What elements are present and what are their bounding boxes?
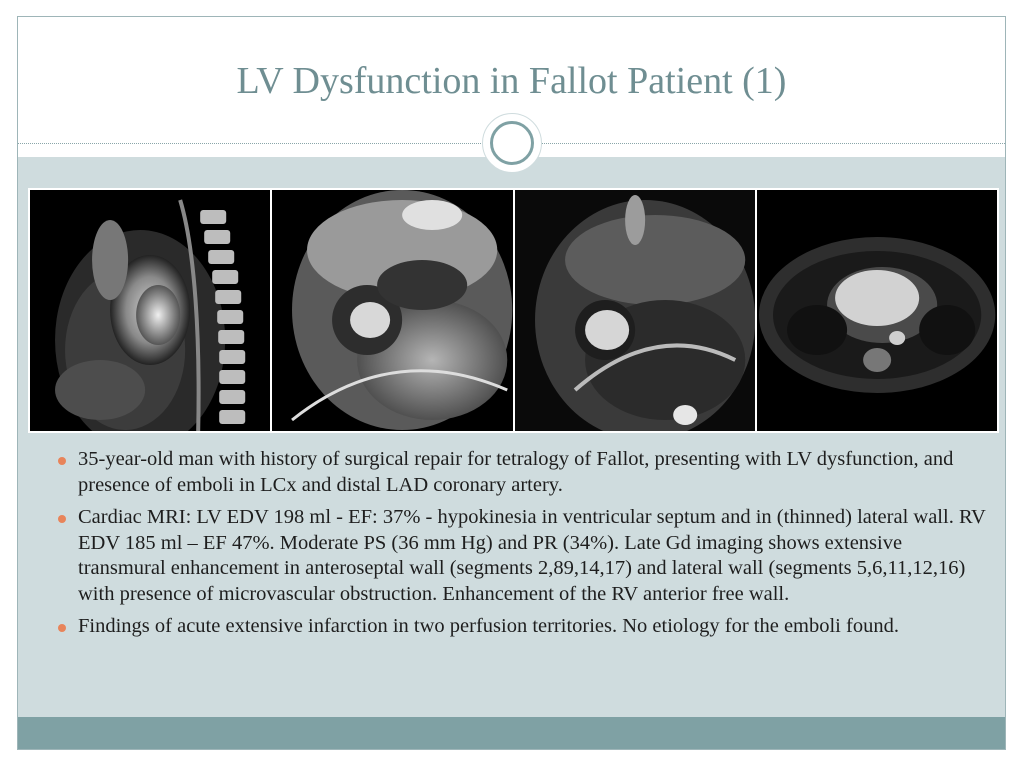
bullet-text: Cardiac MRI: LV EDV 198 ml - EF: 37% - hypokinesia in ventricular septum and in (thinned) lateral wall. RV EDV 185 ml – EF 47%. Moderate PS (36 mm Hg) and PR (34%). Late Gd imaging shows extensive transmural enhancement in anteroseptal wall (segments 2,89,14,17) and lateral wall (segments 5,6,11,12,16) with presence of microvascular obstruction. Enhancement of the RV anterior free wall. xyxy=(78,506,986,605)
mri-short-axis-image xyxy=(272,190,512,431)
bullet-icon xyxy=(58,515,66,523)
footer-band xyxy=(18,717,1005,750)
mri-axial-image xyxy=(757,190,997,431)
mri-late-gd-image xyxy=(515,190,755,431)
bullet-icon xyxy=(58,457,66,465)
slide-title: LV Dysfunction in Fallot Patient (1) xyxy=(236,60,787,102)
findings-list xyxy=(56,447,986,647)
slide xyxy=(17,16,1006,750)
divider-ring xyxy=(490,121,534,165)
list-item xyxy=(56,505,986,607)
mri-image-strip xyxy=(28,188,999,433)
list-item xyxy=(56,447,986,498)
list-item xyxy=(56,614,986,640)
bullet-text: Findings of acute extensive infarction in two perfusion territories. No etiology for the emboli found. xyxy=(78,615,899,637)
mri-sagittal-image xyxy=(30,190,270,431)
divider-circle-icon xyxy=(482,113,542,173)
bullet-icon xyxy=(58,624,66,632)
bullet-text: 35-year-old man with history of surgical repair for tetralogy of Fallot, presenting with LV dysfunction, and presence of emboli in LCx and distal LAD coronary artery. xyxy=(78,448,954,496)
